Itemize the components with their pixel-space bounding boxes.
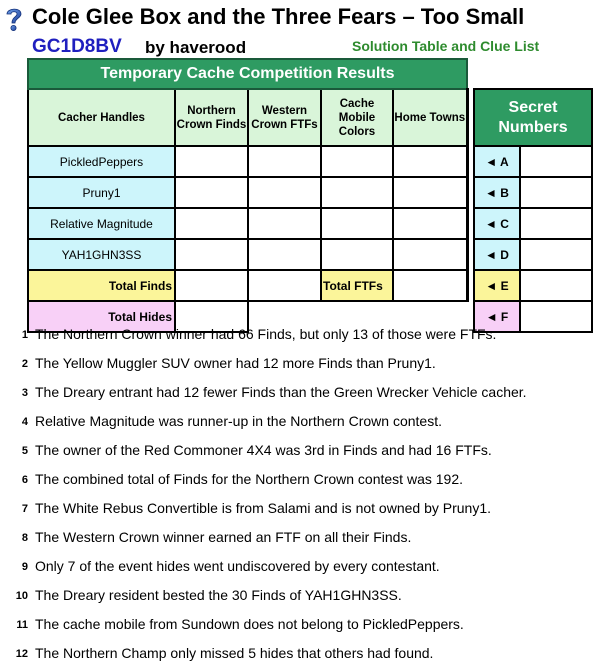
- answer-cell[interactable]: [248, 208, 321, 239]
- question-mark-icon: [4, 6, 24, 32]
- table-row: [28, 239, 467, 270]
- secret-number-cell[interactable]: [520, 177, 592, 208]
- clue-text: The Dreary resident bested the 30 Finds of YAH1GHN3SS.: [35, 587, 402, 603]
- secret-letter-c: ◄ C: [474, 208, 520, 239]
- clue-number: 8: [21, 532, 28, 544]
- answer-cell[interactable]: [321, 146, 393, 177]
- page-title: Cole Glee Box and the Three Fears – Too Small: [32, 4, 525, 29]
- page-subtitle: Solution Table and Clue List: [352, 38, 540, 54]
- clue-number: 4: [21, 416, 28, 428]
- cache-code: GC1D8BV: [32, 36, 122, 57]
- total-finds-label: Total Finds: [28, 270, 175, 301]
- results-table: [27, 58, 469, 333]
- total-spacer-cell: [248, 270, 321, 301]
- column-header-western-crown-ftfs: Western Crown FTFs: [248, 89, 321, 146]
- total-ftfs-label: Total FTFs: [321, 270, 393, 301]
- column-header-cache-mobile-colors: Cache Mobile Colors: [321, 89, 393, 146]
- answer-cell[interactable]: [248, 239, 321, 270]
- answer-cell[interactable]: [175, 146, 248, 177]
- secret-number-cell[interactable]: [520, 146, 592, 177]
- column-header-cacher-handles: Cacher Handles: [28, 89, 175, 146]
- answer-cell[interactable]: [175, 208, 248, 239]
- clue-number: 2: [21, 358, 28, 370]
- results-table-title: Temporary Cache Competition Results: [28, 59, 467, 89]
- secret-numbers-title: Secret Numbers: [474, 89, 592, 146]
- clue-text: The combined total of Finds for the Northern Crown contest was 192.: [35, 471, 463, 487]
- clue-number: 3: [21, 387, 28, 399]
- table-row: [28, 146, 467, 177]
- row-label-pickledpeppers: PickledPeppers: [28, 146, 175, 177]
- secret-number-cell[interactable]: [520, 208, 592, 239]
- clue-text: The cache mobile from Sundown does not belong to PickledPeppers.: [35, 616, 464, 632]
- clue-number: 10: [15, 590, 28, 602]
- secret-letter-f: ◄ F: [474, 301, 520, 332]
- clue-number: 1: [21, 329, 28, 341]
- clue-text: The White Rebus Convertible is from Salami and is not owned by Pruny1.: [35, 500, 491, 516]
- secret-letter-d: ◄ D: [474, 239, 520, 270]
- answer-cell[interactable]: [393, 177, 467, 208]
- clue-text: The owner of the Red Commoner 4X4 was 3rd in Finds and had 16 FTFs.: [35, 442, 492, 458]
- table-row: [28, 208, 467, 239]
- secret-letter-a: ◄ A: [474, 146, 520, 177]
- answer-cell[interactable]: [175, 239, 248, 270]
- answer-cell[interactable]: [393, 239, 467, 270]
- secret-number-cell[interactable]: [520, 301, 592, 332]
- clue-text: The Western Crown winner earned an FTF on all their Finds.: [35, 529, 412, 545]
- answer-cell[interactable]: [175, 177, 248, 208]
- answer-cell[interactable]: [321, 177, 393, 208]
- clue-text: The Dreary entrant had 12 fewer Finds than the Green Wrecker Vehicle cacher.: [35, 384, 527, 400]
- clue-text: Only 7 of the event hides went undiscovered by every contestant.: [35, 558, 440, 574]
- secret-letter-e: ◄ E: [474, 270, 520, 301]
- clue-number: 6: [21, 474, 28, 486]
- answer-cell[interactable]: [321, 208, 393, 239]
- clue-number: 12: [15, 648, 28, 660]
- clue-text: The Northern Crown winner had 66 Finds, but only 13 of those were FTFs.: [35, 326, 497, 342]
- clue-number: 7: [21, 503, 28, 515]
- clue-number: 9: [21, 561, 28, 573]
- clue-number: 11: [16, 619, 28, 631]
- column-header-northern-crown-finds: Northern Crown Finds: [175, 89, 248, 146]
- secret-letter-b: ◄ B: [474, 177, 520, 208]
- totals-row: [28, 270, 467, 301]
- total-finds-cell[interactable]: [175, 270, 248, 301]
- author-byline: by haverood: [145, 38, 247, 57]
- clue-text: The Northern Champ only missed 5 hides that others had found.: [35, 645, 434, 661]
- answer-cell[interactable]: [393, 208, 467, 239]
- total-hides-label: Total Hides: [28, 301, 175, 332]
- secret-number-cell[interactable]: [520, 239, 592, 270]
- secret-numbers-table: [473, 88, 593, 333]
- secret-number-cell[interactable]: [520, 270, 592, 301]
- answer-cell[interactable]: [248, 177, 321, 208]
- total-ftfs-cell[interactable]: [393, 270, 467, 301]
- answer-cell[interactable]: [248, 146, 321, 177]
- row-label-pruny1: Pruny1: [28, 177, 175, 208]
- column-header-home-towns: Home Towns: [393, 89, 467, 146]
- answer-cell[interactable]: [321, 239, 393, 270]
- clue-text: Relative Magnitude was runner-up in the Northern Crown contest.: [35, 413, 442, 429]
- row-label-relative-magnitude: Relative Magnitude: [28, 208, 175, 239]
- row-label-yah1ghn3ss: YAH1GHN3SS: [28, 239, 175, 270]
- clue-text: The Yellow Muggler SUV owner had 12 more Finds than Pruny1.: [35, 355, 436, 371]
- table-row: [28, 177, 467, 208]
- clue-number: 5: [21, 445, 28, 457]
- answer-cell[interactable]: [393, 146, 467, 177]
